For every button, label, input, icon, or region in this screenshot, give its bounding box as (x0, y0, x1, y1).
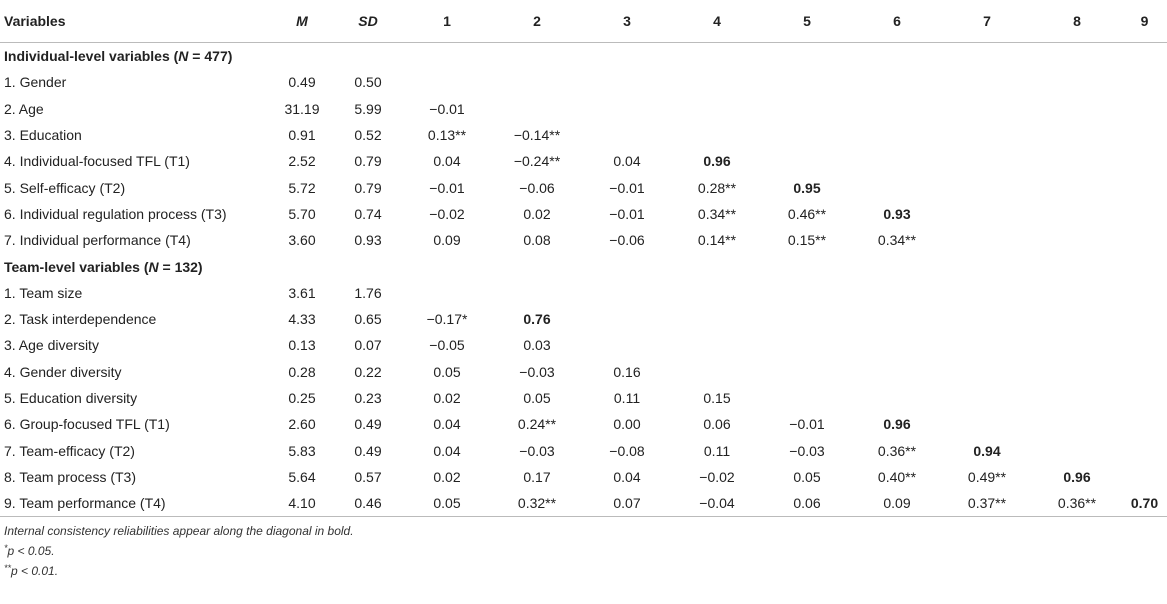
corr-cell-5 (762, 359, 852, 385)
corr-cell-1: 0.13** (427, 127, 467, 144)
corr-cell-6 (852, 280, 942, 306)
corr-cell-1: −0.17* (426, 311, 468, 328)
corr-cell-5: −0.01 (789, 416, 825, 433)
corr-cell-2: 0.17 (523, 468, 551, 485)
corr-cell-2: 0.76 (523, 311, 551, 328)
mean-cell: 4.10 (270, 490, 334, 517)
sd-cell: 0.65 (354, 311, 382, 328)
corr-cell-9 (1122, 464, 1167, 490)
corr-cell-2: −0.24** (513, 153, 561, 170)
corr-cell-5 (762, 69, 852, 95)
corr-cell-7 (942, 148, 1032, 174)
corr-cell-9 (1122, 411, 1167, 437)
corr-cell-2 (492, 280, 582, 306)
corr-cell-1 (402, 280, 492, 306)
sd-cell: 0.57 (354, 468, 382, 485)
corr-cell-5: 0.46** (787, 205, 827, 222)
variable-label: 4. Gender diversity (4, 363, 122, 380)
corr-cell-6 (852, 332, 942, 358)
corr-cell-4: −0.04 (672, 490, 762, 517)
corr-cell-5 (762, 280, 852, 306)
variable-label: 5. Self-efficacy (T2) (4, 179, 126, 196)
corr-cell-9 (1122, 385, 1167, 411)
table-row (0, 69, 1167, 95)
header-variables: Variables (0, 0, 270, 43)
variable-label: 5. Education diversity (4, 390, 138, 406)
variable-label: 4. Individual-focused TFL (T1) (4, 153, 190, 170)
variable-label: 7. Team-efficacy (T2) (4, 442, 135, 459)
variable-label: 7. Individual performance (T4) (4, 232, 191, 249)
mean-cell: 0.25 (288, 390, 316, 406)
table-body (0, 43, 1167, 517)
corr-cell-2: 0.05 (523, 390, 551, 406)
corr-cell-8 (1032, 332, 1122, 358)
sd-cell: 0.49 (354, 442, 382, 459)
header-col-6: 6 (852, 0, 942, 43)
corr-cell-6: 0.96 (883, 416, 911, 433)
variable-label: 3. Education (4, 127, 82, 144)
table-row (0, 359, 1167, 385)
sd-cell: 0.50 (354, 74, 382, 91)
corr-cell-7 (942, 359, 1032, 385)
sd-cell: 0.46 (334, 490, 402, 517)
corr-cell-7 (942, 201, 1032, 227)
corr-cell-2: 0.08 (523, 232, 551, 249)
variable-label: 2. Task interdependence (4, 311, 157, 328)
sd-cell: 0.07 (354, 337, 382, 354)
mean-cell: 4.33 (288, 311, 316, 328)
corr-cell-9 (1122, 359, 1167, 385)
table-row (0, 148, 1167, 174)
table-row (0, 201, 1167, 227)
corr-cell-8 (1032, 385, 1122, 411)
corr-cell-8 (1032, 437, 1122, 463)
corr-cell-4: 0.28** (697, 179, 737, 196)
sd-cell: 0.52 (354, 127, 382, 144)
corr-cell-6: 0.40** (877, 468, 917, 485)
corr-cell-4: 0.11 (703, 442, 731, 459)
corr-cell-4: 0.15 (703, 390, 731, 406)
header-col-8: 8 (1032, 0, 1122, 43)
corr-cell-3: −0.01 (609, 205, 645, 222)
corr-cell-7: 0.37** (942, 490, 1032, 517)
table-row (0, 411, 1167, 437)
variable-label: 9. Team performance (T4) (0, 490, 270, 517)
corr-cell-4 (672, 332, 762, 358)
table-row (0, 306, 1167, 332)
corr-cell-9: 0.70 (1122, 490, 1167, 517)
section-header-row (0, 43, 1167, 70)
corr-cell-6 (852, 385, 942, 411)
corr-cell-4 (672, 122, 762, 148)
table-notes (0, 517, 1143, 580)
sd-cell: 0.23 (354, 390, 382, 406)
variable-label: 6. Group-focused TFL (T1) (4, 416, 170, 433)
corr-cell-5: 0.95 (793, 179, 821, 196)
mean-cell: 0.91 (288, 127, 316, 144)
corr-cell-7 (942, 385, 1032, 411)
corr-cell-3: −0.01 (609, 179, 645, 196)
corr-cell-3: 0.00 (613, 416, 641, 433)
corr-cell-7 (942, 174, 1032, 200)
corr-cell-6 (852, 148, 942, 174)
corr-cell-1: −0.01 (429, 100, 465, 117)
corr-cell-6 (852, 122, 942, 148)
variable-label: 8. Team process (T3) (4, 468, 137, 485)
corr-cell-6: 0.09 (852, 490, 942, 517)
sd-cell: 0.93 (354, 232, 382, 249)
corr-cell-7 (942, 227, 1032, 253)
header-row (0, 0, 1167, 43)
corr-cell-4 (672, 69, 762, 95)
table-row (0, 122, 1167, 148)
corr-cell-9 (1122, 174, 1167, 200)
corr-cell-2 (492, 96, 582, 122)
sd-cell: 0.79 (354, 179, 382, 196)
mean-cell: 5.64 (288, 468, 316, 485)
header-col-1: 1 (402, 0, 492, 43)
corr-cell-2: −0.03 (519, 363, 555, 380)
mean-cell: 0.28 (288, 363, 316, 380)
corr-cell-7 (942, 411, 1032, 437)
corr-cell-8 (1032, 122, 1122, 148)
corr-cell-5 (762, 306, 852, 332)
variable-label: 3. Age diversity (4, 337, 99, 354)
mean-cell: 0.13 (288, 337, 316, 354)
corr-cell-5: 0.05 (793, 468, 821, 485)
note-p05-marker: * (4, 543, 8, 554)
mean-cell: 0.49 (288, 74, 316, 91)
corr-cell-3 (582, 122, 672, 148)
corr-cell-5: 0.15** (787, 232, 827, 249)
corr-cell-4 (672, 359, 762, 385)
corr-cell-5 (762, 385, 852, 411)
corr-cell-5 (762, 332, 852, 358)
corr-cell-7: 0.49** (967, 468, 1007, 485)
section-title-n-value: = 477) (188, 48, 233, 65)
sd-cell: 5.99 (354, 100, 382, 117)
section-title-prefix: Team-level variables ( (4, 258, 149, 275)
table-row (0, 96, 1167, 122)
mean-cell: 5.83 (288, 442, 316, 459)
corr-cell-2: 0.03 (523, 337, 551, 354)
table-row (0, 437, 1167, 463)
table-row (0, 227, 1167, 253)
corr-cell-6 (852, 174, 942, 200)
corr-cell-3: 0.11 (613, 390, 641, 406)
table-row (0, 280, 1167, 306)
header-col-7: 7 (942, 0, 1032, 43)
corr-cell-1: −0.02 (429, 205, 465, 222)
header-col-2: 2 (492, 0, 582, 43)
corr-cell-1: 0.04 (433, 153, 461, 170)
section-title (0, 253, 1167, 279)
corr-cell-3: −0.08 (609, 442, 645, 459)
corr-cell-8 (1032, 411, 1122, 437)
corr-cell-1: −0.05 (429, 337, 465, 354)
note-p01 (4, 560, 1143, 580)
section-title-n-value: = 132) (158, 258, 203, 275)
corr-cell-9 (1122, 122, 1167, 148)
corr-cell-4 (672, 306, 762, 332)
corr-cell-3 (582, 332, 672, 358)
corr-cell-7 (942, 122, 1032, 148)
corr-cell-5 (762, 96, 852, 122)
variable-label: 6. Individual regulation process (T3) (4, 205, 227, 222)
header-col-5: 5 (762, 0, 852, 43)
corr-cell-3: 0.07 (582, 490, 672, 517)
corr-cell-8 (1032, 148, 1122, 174)
mean-cell: 3.61 (288, 284, 316, 301)
corr-cell-6 (852, 96, 942, 122)
corr-cell-1 (402, 69, 492, 95)
mean-cell: 5.70 (288, 205, 316, 222)
corr-cell-1: 0.04 (433, 416, 461, 433)
corr-cell-8: 0.36** (1032, 490, 1122, 517)
corr-cell-5: 0.06 (762, 490, 852, 517)
corr-cell-4: 0.14** (697, 232, 737, 249)
section-title-n: N (148, 258, 159, 275)
corr-cell-6 (852, 69, 942, 95)
sd-cell: 0.79 (354, 153, 382, 170)
corr-cell-1: 0.04 (433, 442, 461, 459)
corr-cell-8 (1032, 280, 1122, 306)
variable-label: 1. Gender (4, 74, 67, 91)
header-col-3: 3 (582, 0, 672, 43)
corr-cell-8 (1032, 227, 1122, 253)
table-row (0, 385, 1167, 411)
corr-cell-2: −0.14** (513, 127, 561, 144)
section-title (0, 43, 1167, 70)
corr-cell-9 (1122, 69, 1167, 95)
corr-cell-5: −0.03 (789, 442, 825, 459)
corr-cell-8 (1032, 69, 1122, 95)
section-title-n: N (178, 48, 189, 65)
corr-cell-4 (672, 96, 762, 122)
corr-cell-7 (942, 306, 1032, 332)
corr-cell-1: 0.02 (433, 390, 461, 406)
corr-cell-4 (672, 280, 762, 306)
corr-cell-9 (1122, 306, 1167, 332)
corr-cell-7 (942, 69, 1032, 95)
corr-cell-6 (852, 359, 942, 385)
corr-cell-3: 0.04 (613, 153, 641, 170)
corr-cell-3: 0.04 (613, 468, 641, 485)
mean-cell: 2.60 (288, 416, 316, 433)
mean-cell: 31.19 (284, 100, 320, 117)
sd-cell: 1.76 (354, 284, 382, 301)
corr-cell-2: 0.32** (492, 490, 582, 517)
corr-cell-8 (1032, 201, 1122, 227)
sd-cell: 0.22 (354, 363, 382, 380)
corr-cell-7 (942, 332, 1032, 358)
table-row (0, 464, 1167, 490)
corr-cell-9 (1122, 280, 1167, 306)
corr-cell-9 (1122, 332, 1167, 358)
corr-cell-7 (942, 96, 1032, 122)
corr-cell-4: −0.02 (699, 468, 735, 485)
corr-cell-9 (1122, 148, 1167, 174)
mean-cell: 5.72 (288, 179, 316, 196)
corr-cell-4: 0.06 (703, 416, 731, 433)
corr-cell-2: −0.03 (519, 442, 555, 459)
header-col-4: 4 (672, 0, 762, 43)
table-row (0, 174, 1167, 200)
corr-cell-6: 0.93 (883, 205, 911, 222)
corr-cell-9 (1122, 437, 1167, 463)
corr-cell-8: 0.96 (1063, 468, 1091, 485)
corr-cell-2: 0.02 (523, 205, 551, 222)
corr-cell-3 (582, 306, 672, 332)
corr-cell-5 (762, 122, 852, 148)
corr-cell-3: 0.16 (613, 363, 641, 380)
corr-cell-4: 0.96 (703, 153, 731, 170)
note-p01-marker: ** (4, 563, 12, 574)
mean-cell: 2.52 (288, 153, 316, 170)
corr-cell-1: 0.02 (433, 468, 461, 485)
corr-cell-1: 0.09 (433, 232, 461, 249)
sd-cell: 0.49 (354, 416, 382, 433)
corr-cell-8 (1032, 306, 1122, 332)
corr-cell-1: 0.05 (402, 490, 492, 517)
corr-cell-3 (582, 69, 672, 95)
corr-cell-9 (1122, 201, 1167, 227)
mean-cell: 3.60 (288, 232, 316, 249)
corr-cell-1: 0.05 (433, 363, 461, 380)
section-title-prefix: Individual-level variables ( (4, 48, 179, 65)
note-reliability: Internal consistency reliabilities appear along the diagonal in bold. (4, 524, 354, 539)
corr-cell-7: 0.94 (973, 442, 1001, 459)
corr-cell-6 (852, 306, 942, 332)
note-p05 (4, 540, 1143, 560)
note-p01-text: p < 0.01. (11, 564, 59, 579)
section-header-row (0, 253, 1167, 279)
variable-label: 2. Age (4, 100, 44, 117)
corr-cell-2 (492, 69, 582, 95)
corr-cell-2: 0.24** (517, 416, 557, 433)
corr-cell-6: 0.34** (877, 232, 917, 249)
corr-cell-2: −0.06 (519, 179, 555, 196)
corr-cell-3 (582, 96, 672, 122)
corr-cell-5 (762, 148, 852, 174)
corr-cell-3 (582, 280, 672, 306)
corr-cell-6: 0.36** (877, 442, 917, 459)
corr-cell-9 (1122, 96, 1167, 122)
corr-cell-9 (1122, 227, 1167, 253)
corr-cell-4: 0.34** (697, 205, 737, 222)
table-row (0, 490, 1167, 517)
header-col-9: 9 (1122, 0, 1167, 43)
corr-cell-1: −0.01 (429, 179, 465, 196)
corr-cell-8 (1032, 359, 1122, 385)
table-row (0, 332, 1167, 358)
sd-cell: 0.74 (354, 205, 382, 222)
header-mean: M (270, 0, 334, 43)
variable-label: 1. Team size (4, 284, 83, 301)
note-p05-text: p < 0.05. (7, 544, 55, 559)
corr-cell-8 (1032, 174, 1122, 200)
header-sd: SD (334, 0, 402, 43)
corr-cell-7 (942, 280, 1032, 306)
corr-cell-3: −0.06 (609, 232, 645, 249)
corr-cell-8 (1032, 96, 1122, 122)
